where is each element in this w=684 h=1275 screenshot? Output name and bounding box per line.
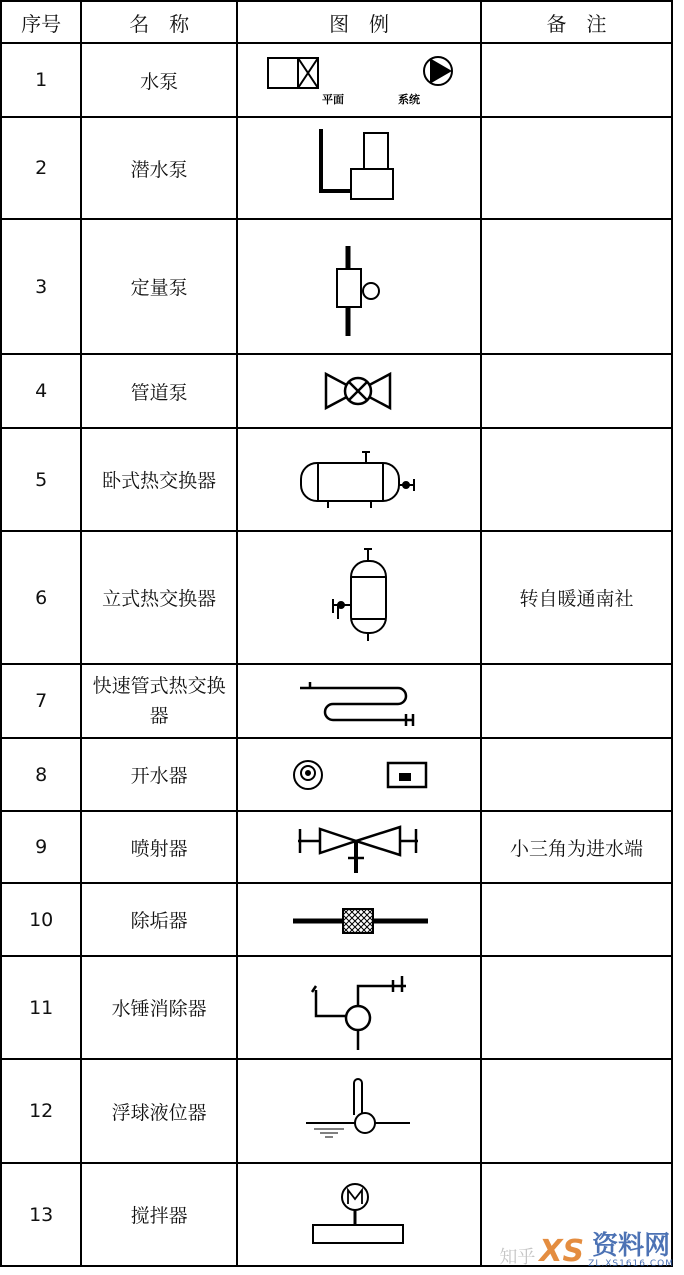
header-note: 备 注 <box>481 1 672 43</box>
row-note <box>481 883 672 956</box>
row-name-text: 快速管式热交换器 <box>92 675 226 727</box>
row-name: 浮球液位器 <box>81 1059 237 1163</box>
water-pump-symbol <box>237 43 481 117</box>
row-name <box>81 664 237 738</box>
row-no: 12 <box>1 1059 81 1163</box>
row-note <box>481 43 672 117</box>
row-note <box>481 664 672 738</box>
row-name: 除垢器 <box>81 883 237 956</box>
agitator-symbol <box>237 1163 481 1266</box>
system-label: 系统 <box>398 93 421 106</box>
row-note <box>481 428 672 531</box>
row-note <box>481 956 672 1059</box>
row-name: 定量泵 <box>81 219 237 354</box>
row-name: 搅拌器 <box>81 1163 237 1266</box>
row-name: 开水器 <box>81 738 237 811</box>
row-name: 水泵 <box>81 43 237 117</box>
table-row <box>1 664 672 738</box>
row-no: 10 <box>1 883 81 956</box>
row-name: 潜水泵 <box>81 117 237 219</box>
row-no: 5 <box>1 428 81 531</box>
row-note: 小三角为进水端 <box>481 811 672 883</box>
row-note <box>481 738 672 811</box>
row-no: 3 <box>1 219 81 354</box>
table-row <box>1 531 672 664</box>
row-no: 4 <box>1 354 81 428</box>
header-name: 名 称 <box>81 1 237 43</box>
table-row <box>1 956 672 1059</box>
table-row <box>1 219 672 354</box>
row-note <box>481 117 672 219</box>
table-row <box>1 117 672 219</box>
submersible-pump-symbol <box>237 117 481 219</box>
descaler-symbol <box>237 883 481 956</box>
watermark-url: ZL.XS1616.COM <box>588 1259 674 1269</box>
row-note <box>481 354 672 428</box>
row-name: 立式热交换器 <box>81 531 237 664</box>
table-row <box>1 738 672 811</box>
row-no: 2 <box>1 117 81 219</box>
plan-label: 平面 <box>322 93 345 106</box>
vertical-heat-exchanger-symbol <box>237 531 481 664</box>
table-row <box>1 883 672 956</box>
ejector-symbol <box>237 811 481 883</box>
metering-pump-symbol <box>237 219 481 354</box>
table-row <box>1 811 672 883</box>
header-symbol: 图 例 <box>237 1 481 43</box>
watermark-zhihu: 知乎 <box>499 1247 536 1268</box>
table-row <box>1 428 672 531</box>
row-no: 11 <box>1 956 81 1059</box>
float-level-gauge-symbol <box>237 1059 481 1163</box>
inline-pump-symbol <box>237 354 481 428</box>
row-name: 管道泵 <box>81 354 237 428</box>
row-note <box>481 219 672 354</box>
water-hammer-arrestor-symbol <box>237 956 481 1059</box>
table-row <box>1 354 672 428</box>
row-note <box>481 1059 672 1163</box>
watermark-site-name: 资料网 <box>592 1231 671 1261</box>
water-boiler-symbol <box>237 738 481 811</box>
table-row <box>1 1059 672 1163</box>
row-note: 转自暖通南社 <box>481 531 672 664</box>
header-no: 序号 <box>1 1 81 43</box>
table-row <box>1 43 672 117</box>
row-no: 9 <box>1 811 81 883</box>
watermark <box>499 1233 674 1269</box>
row-no: 7 <box>1 664 81 738</box>
watermark-logo: XS <box>539 1234 585 1269</box>
row-no: 1 <box>1 43 81 117</box>
row-no: 13 <box>1 1163 81 1266</box>
header-row <box>1 1 672 43</box>
horizontal-heat-exchanger-symbol <box>237 428 481 531</box>
row-name: 喷射器 <box>81 811 237 883</box>
row-name: 水锤消除器 <box>81 956 237 1059</box>
row-no: 8 <box>1 738 81 811</box>
row-name: 卧式热交换器 <box>81 428 237 531</box>
rapid-tube-heat-exchanger-symbol <box>237 664 481 738</box>
row-no: 6 <box>1 531 81 664</box>
watermark-site <box>588 1233 674 1269</box>
